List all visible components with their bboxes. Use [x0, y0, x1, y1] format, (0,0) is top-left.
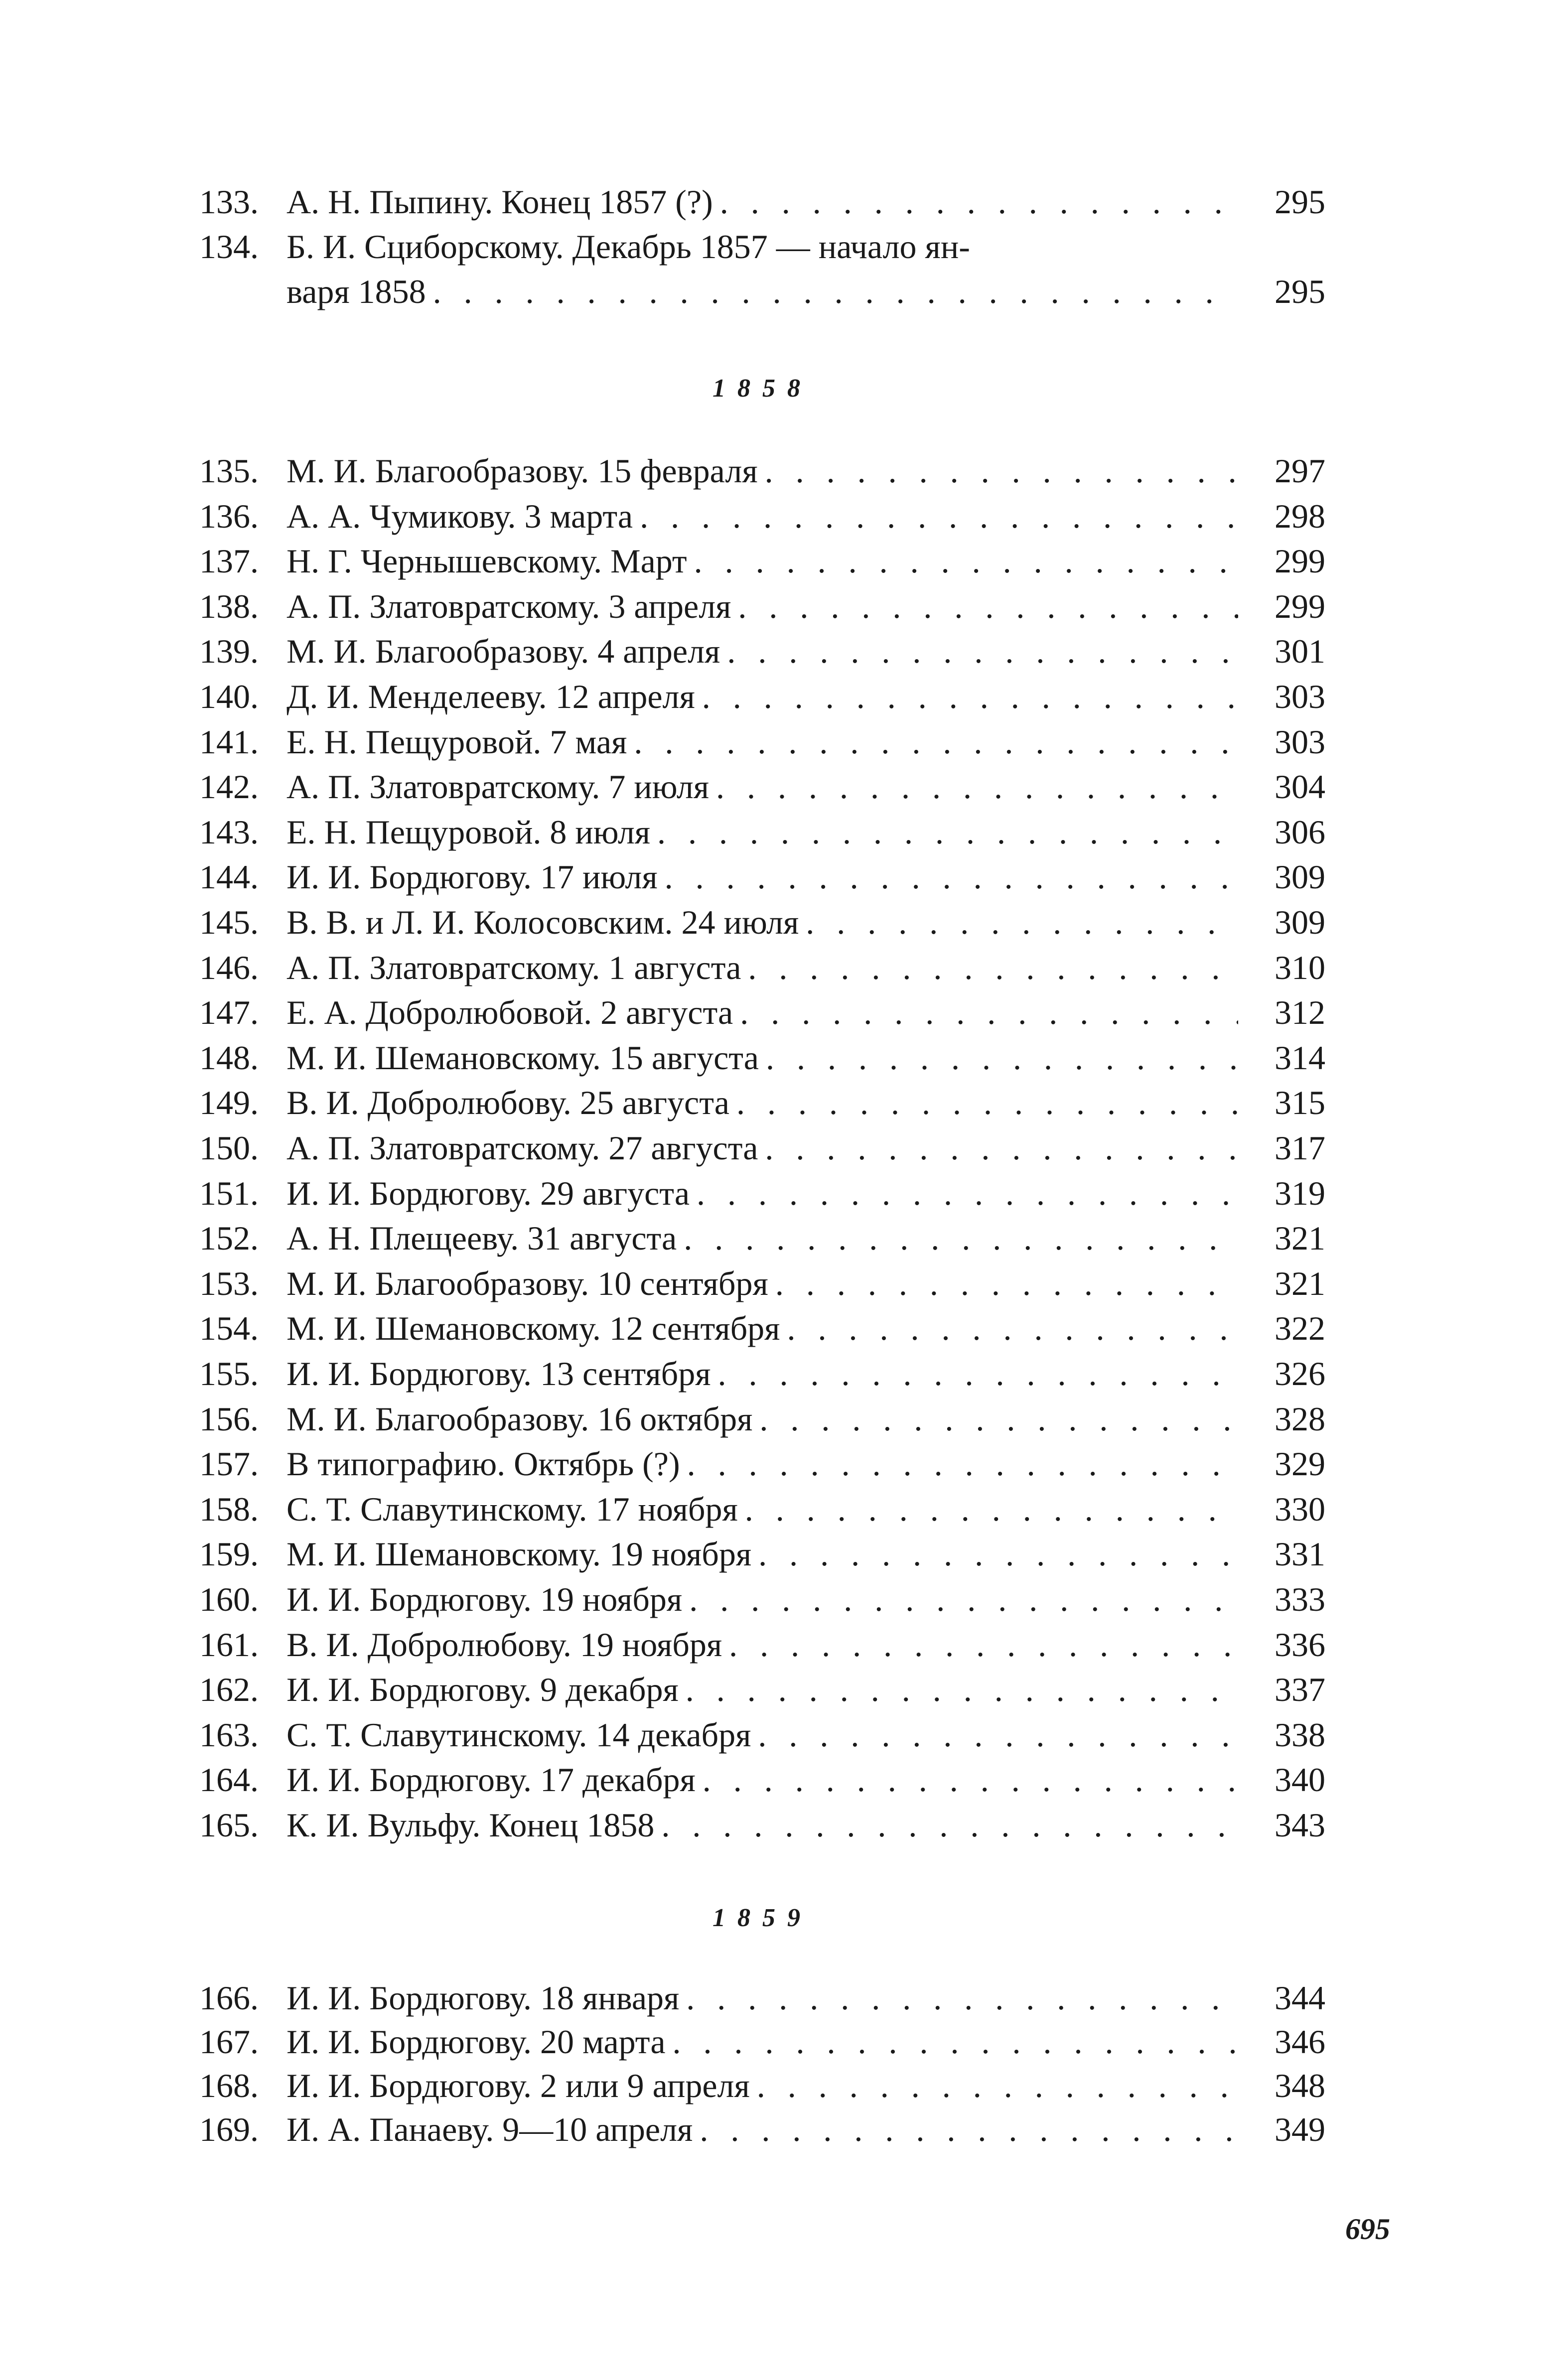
entry-page: 321: [1275, 1264, 1325, 1302]
dot-leader: [716, 764, 1238, 809]
entry-page: 321: [1275, 1219, 1325, 1258]
entry-page: 338: [1275, 1715, 1325, 1754]
entry-page: 343: [1275, 1806, 1325, 1844]
entry-title: И. И. Бордюгову. 17 декабря: [286, 1757, 703, 1802]
entry-number: 160.: [199, 1580, 259, 1618]
toc-entry: [199, 2019, 1325, 2064]
entry-title: В. И. Добролюбову. 25 августа: [286, 1080, 736, 1125]
entry-page: 306: [1275, 813, 1325, 851]
dot-leader: [758, 1712, 1238, 1757]
entry-page: 340: [1275, 1761, 1325, 1799]
dot-leader: [765, 448, 1238, 493]
dot-leader: [738, 584, 1238, 629]
entry-title: А. П. Златовратскому. 7 июля: [286, 764, 716, 809]
dot-leader: [736, 1080, 1238, 1125]
entry-page: 309: [1275, 858, 1325, 896]
toc-entry: [199, 2063, 1325, 2108]
entry-number: 165.: [199, 1806, 259, 1844]
entry-page: 314: [1275, 1038, 1325, 1077]
dot-leader: [765, 1125, 1238, 1170]
toc-entry: [199, 1975, 1325, 2020]
toc-entry: [199, 179, 1325, 224]
entry-page: 299: [1275, 587, 1325, 625]
toc-entry: [199, 1667, 1325, 1712]
entry-title-continuation: варя 1858: [286, 269, 433, 314]
dot-leader: [684, 1216, 1238, 1260]
entry-number: 168.: [199, 2067, 259, 2104]
dot-leader: [697, 1171, 1238, 1216]
entry-number: 153.: [199, 1264, 259, 1302]
year-heading: 1859: [713, 1904, 812, 1932]
entry-page: 295: [1275, 183, 1325, 221]
dot-leader: [686, 1975, 1238, 2020]
entry-title: Д. И. Менделееву. 12 апреля: [286, 674, 702, 719]
toc-entry: [199, 854, 1325, 899]
entry-page: 346: [1275, 2023, 1325, 2061]
toc-entry: [199, 1125, 1325, 1170]
entry-page: 326: [1275, 1355, 1325, 1393]
toc-entry: [199, 1441, 1325, 1486]
dot-leader: [758, 1532, 1238, 1576]
entry-number: 149.: [199, 1084, 259, 1122]
entry-title: А. А. Чумикову. 3 марта: [286, 494, 640, 539]
entry-page: 295: [1275, 273, 1325, 310]
entry-page: 328: [1275, 1400, 1325, 1438]
entry-page: 348: [1275, 2067, 1325, 2104]
dot-leader: [748, 945, 1238, 990]
entry-page: 303: [1275, 678, 1325, 715]
dot-leader: [745, 1487, 1238, 1532]
toc-entry: [199, 448, 1325, 493]
dot-leader: [686, 1667, 1238, 1712]
toc-entry: [199, 764, 1325, 809]
entry-number: 159.: [199, 1535, 259, 1573]
dot-leader: [759, 1397, 1238, 1441]
entry-number: 148.: [199, 1038, 259, 1077]
entry-number: 143.: [199, 813, 259, 851]
entry-number: 152.: [199, 1219, 259, 1258]
dot-leader: [703, 1757, 1238, 1802]
toc-entry: [199, 1532, 1325, 1576]
entry-title: Е. Н. Пещуровой. 8 июля: [286, 810, 657, 854]
dot-leader: [720, 179, 1238, 224]
entry-page: 322: [1275, 1309, 1325, 1348]
entry-title: А. П. Златовратскому. 3 апреля: [286, 584, 738, 629]
entry-title: М. И. Благообразову. 15 февраля: [286, 448, 765, 493]
entry-title: И. И. Бордюгову. 17 июля: [286, 854, 665, 899]
dot-leader: [640, 494, 1238, 539]
entry-page: 309: [1275, 903, 1325, 941]
entry-title: А. Н. Плещееву. 31 августа: [286, 1216, 684, 1260]
toc-entry: [199, 2107, 1325, 2152]
dot-leader: [766, 1035, 1238, 1080]
entry-page: 297: [1275, 452, 1325, 490]
dot-leader: [665, 854, 1238, 899]
toc-entry: [199, 719, 1325, 764]
toc-entry: [199, 224, 1325, 314]
entry-page: 310: [1275, 948, 1325, 986]
dot-leader: [657, 810, 1238, 854]
entry-page: 329: [1275, 1445, 1325, 1483]
dot-leader: [740, 990, 1238, 1035]
entry-title: А. Н. Пыпину. Конец 1857 (?): [286, 179, 720, 224]
entry-number: 139.: [199, 632, 259, 671]
entry-title: Б. И. Сциборскому. Декабрь 1857 — начало ян-: [286, 224, 977, 269]
entry-number: 144.: [199, 858, 259, 896]
entry-title: А. П. Златовратскому. 27 августа: [286, 1125, 765, 1170]
dot-leader: [729, 1622, 1238, 1667]
entry-number: 145.: [199, 903, 259, 941]
entry-title: М. И. Благообразову. 10 сентября: [286, 1261, 775, 1306]
toc-entry: [199, 1397, 1325, 1441]
dot-leader: [727, 629, 1238, 674]
entry-number: 151.: [199, 1174, 259, 1212]
entry-page: 317: [1275, 1129, 1325, 1167]
entry-number: 136.: [199, 497, 259, 535]
dot-leader: [634, 719, 1238, 764]
entry-number: 169.: [199, 2110, 259, 2148]
toc-entry: [199, 1035, 1325, 1080]
year-heading: 1858: [713, 374, 812, 403]
entry-number: 134.: [199, 228, 259, 266]
entry-number: 167.: [199, 2023, 259, 2061]
toc-entry: [199, 1803, 1325, 1847]
toc-entry: [199, 1171, 1325, 1216]
entry-title: Н. Г. Чернышевскому. Март: [286, 539, 694, 583]
entry-page: 315: [1275, 1084, 1325, 1122]
dot-leader: [787, 1306, 1238, 1351]
entry-title: Е. Н. Пещуровой. 7 мая: [286, 719, 634, 764]
entry-number: 161.: [199, 1625, 259, 1664]
entry-number: 146.: [199, 948, 259, 986]
dot-leader: [689, 1577, 1238, 1622]
dot-leader: [661, 1803, 1238, 1847]
entry-title: М. И. Шемановскому. 19 ноября: [286, 1532, 758, 1576]
dot-leader: [806, 900, 1238, 945]
entry-title: И. И. Бордюгову. 2 или 9 апреля: [286, 2063, 757, 2108]
entry-number: 163.: [199, 1715, 259, 1754]
entry-number: 164.: [199, 1761, 259, 1799]
dot-leader: [433, 269, 1238, 314]
entry-number: 135.: [199, 452, 259, 490]
dot-leader: [700, 2107, 1238, 2152]
toc-entry: [199, 1757, 1325, 1802]
entry-title: А. П. Златовратскому. 1 августа: [286, 945, 748, 990]
entry-title: И. И. Бордюгову. 29 августа: [286, 1171, 697, 1216]
toc-entry: [199, 990, 1325, 1035]
entry-title: Е. А. Добролюбовой. 2 августа: [286, 990, 740, 1035]
entry-title: В типографию. Октябрь (?): [286, 1441, 687, 1486]
entry-number: 141.: [199, 722, 259, 761]
toc-entry: [199, 539, 1325, 583]
entry-page: 303: [1275, 722, 1325, 761]
entry-number: 158.: [199, 1490, 259, 1528]
dot-leader: [757, 2063, 1238, 2108]
toc-entry: [199, 1351, 1325, 1396]
entry-number: 154.: [199, 1309, 259, 1348]
entry-number: 147.: [199, 993, 259, 1032]
entry-title: И. И. Бордюгову. 9 декабря: [286, 1667, 686, 1712]
entry-title: И. И. Бордюгову. 18 января: [286, 1975, 686, 2020]
dot-leader: [702, 674, 1238, 719]
toc-entry: [199, 1622, 1325, 1667]
entry-page: 337: [1275, 1671, 1325, 1709]
entry-title: И. И. Бордюгову. 19 ноября: [286, 1577, 689, 1622]
entry-page: 336: [1275, 1625, 1325, 1664]
entry-title: В. И. Добролюбову. 19 ноября: [286, 1622, 729, 1667]
entry-title: И. И. Бордюгову. 13 сентября: [286, 1351, 718, 1396]
entry-title: К. И. Вульфу. Конец 1858: [286, 1803, 661, 1847]
toc-entry: [199, 494, 1325, 539]
toc-entry: [199, 900, 1325, 945]
entry-page: 331: [1275, 1535, 1325, 1573]
page-number: 695: [1345, 2213, 1390, 2245]
entry-page: 333: [1275, 1580, 1325, 1618]
entry-number: 155.: [199, 1355, 259, 1393]
toc-entry: [199, 945, 1325, 990]
entry-number: 137.: [199, 542, 259, 580]
entry-page: 330: [1275, 1490, 1325, 1528]
dot-leader: [687, 1441, 1238, 1486]
dot-leader: [775, 1261, 1238, 1306]
entry-number: 162.: [199, 1671, 259, 1709]
toc-entry: [199, 1080, 1325, 1125]
entry-page: 301: [1275, 632, 1325, 671]
dot-leader: [673, 2019, 1238, 2064]
entry-number: 140.: [199, 678, 259, 715]
entry-title: И. И. Бордюгову. 20 марта: [286, 2019, 673, 2064]
dot-leader: [694, 539, 1238, 583]
entry-number: 156.: [199, 1400, 259, 1438]
toc-entry: [199, 674, 1325, 719]
entry-number: 133.: [199, 183, 259, 221]
entry-number: 166.: [199, 1979, 259, 2017]
entry-title: М. И. Шемановскому. 12 сентября: [286, 1306, 787, 1351]
entry-number: 138.: [199, 587, 259, 625]
entry-page: 312: [1275, 993, 1325, 1032]
entry-page: 304: [1275, 768, 1325, 806]
toc-entry: [199, 1577, 1325, 1622]
entry-title: С. Т. Славутинскому. 14 декабря: [286, 1712, 758, 1757]
toc-entry: [199, 810, 1325, 854]
toc-entry: [199, 1261, 1325, 1306]
entry-title: С. Т. Славутинскому. 17 ноября: [286, 1487, 745, 1532]
entry-number: 142.: [199, 768, 259, 806]
entry-page: 349: [1275, 2110, 1325, 2148]
entry-page: 299: [1275, 542, 1325, 580]
toc-entry: [199, 1712, 1325, 1757]
entry-page: 298: [1275, 497, 1325, 535]
toc-entry: [199, 1487, 1325, 1532]
toc-entry: [199, 629, 1325, 674]
entry-title: М. И. Благообразову. 4 апреля: [286, 629, 727, 674]
entry-title: И. А. Панаеву. 9—10 апреля: [286, 2107, 700, 2152]
entry-number: 157.: [199, 1445, 259, 1483]
toc-entry: [199, 1306, 1325, 1351]
entry-page: 344: [1275, 1979, 1325, 2017]
toc-entry: [199, 584, 1325, 629]
entry-title: М. И. Благообразову. 16 октября: [286, 1397, 759, 1441]
dot-leader: [718, 1351, 1239, 1396]
entry-title: М. И. Шемановскому. 15 августа: [286, 1035, 766, 1080]
entry-title: В. В. и Л. И. Колосовским. 24 июля: [286, 900, 806, 945]
entry-number: 150.: [199, 1129, 259, 1167]
entry-page: 319: [1275, 1174, 1325, 1212]
toc-entry: [199, 1216, 1325, 1260]
